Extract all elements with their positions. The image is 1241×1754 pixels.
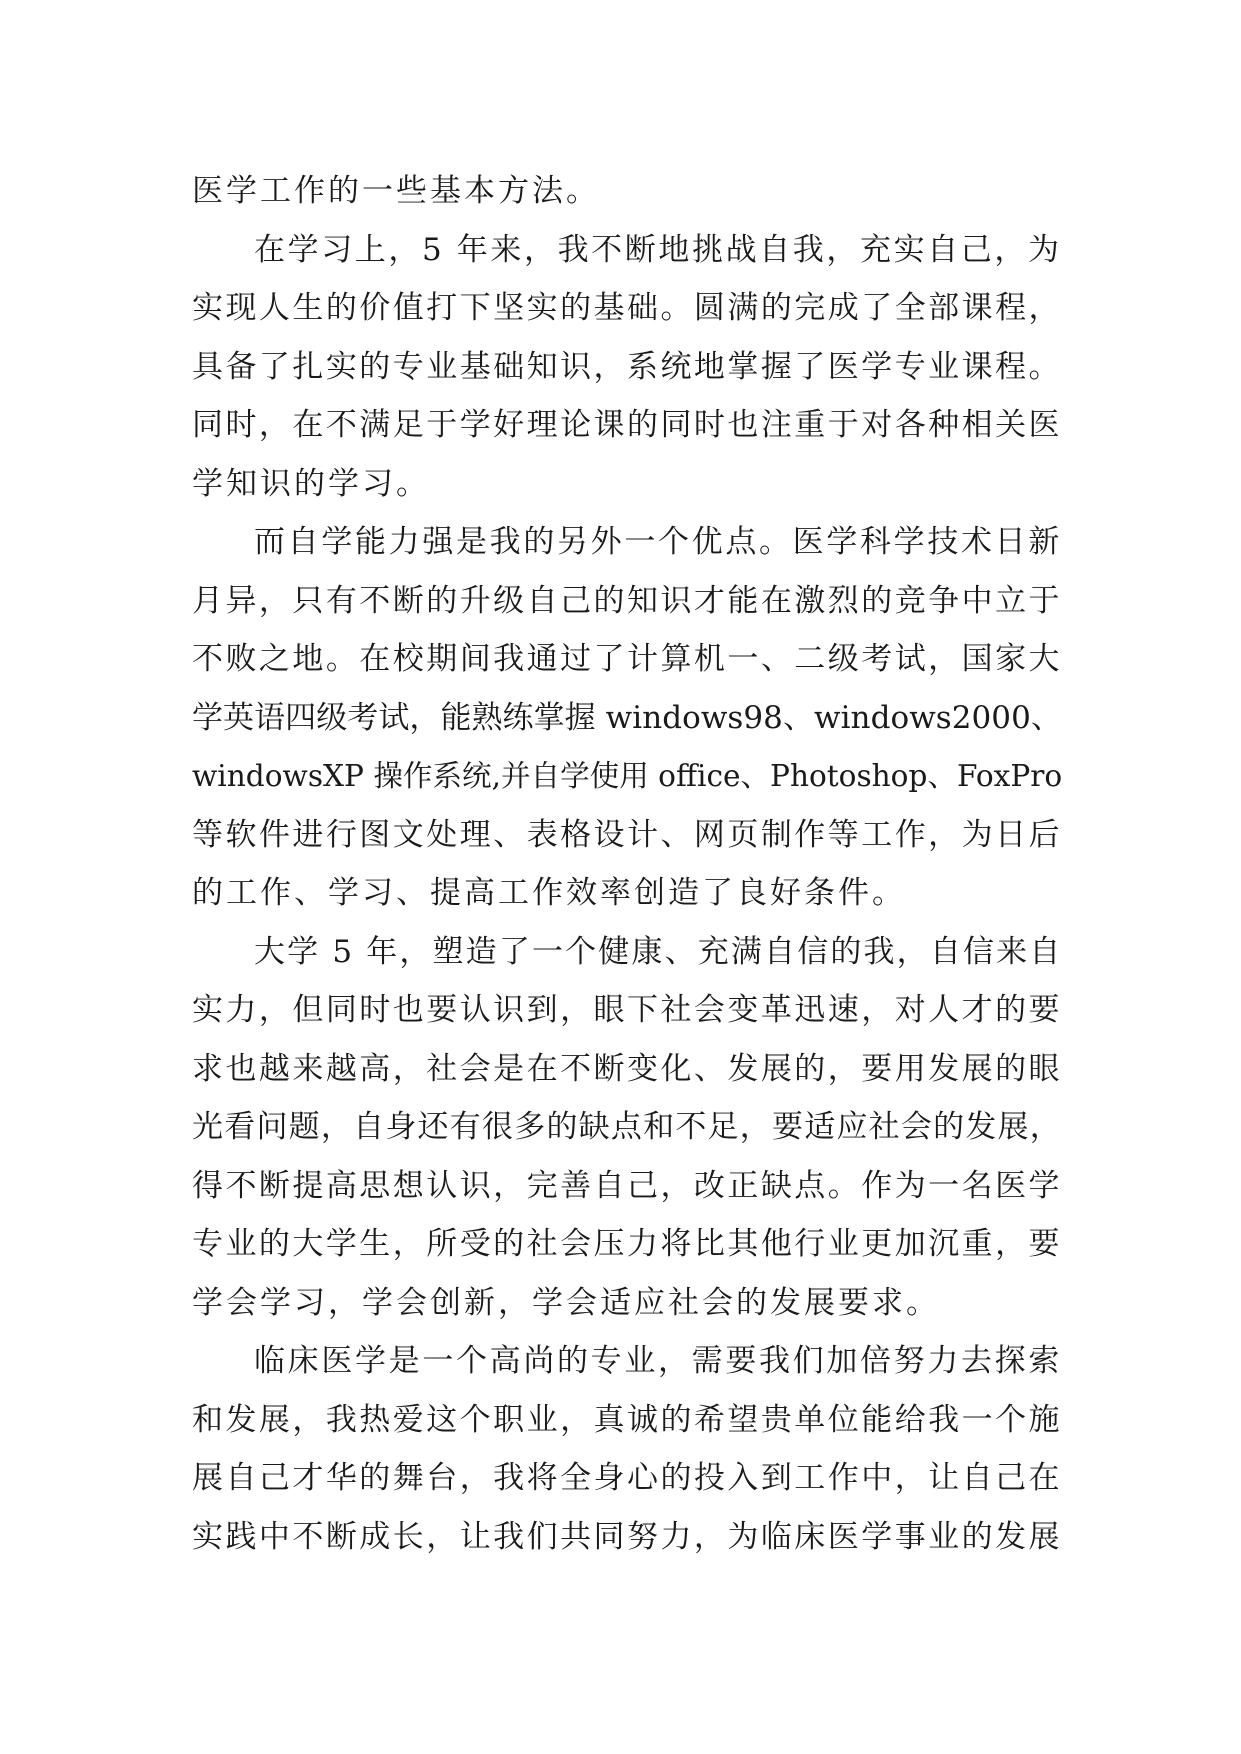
text-line: 临床医学是一个高尚的专业，需要我们加倍努力去探索: [254, 1343, 1062, 1379]
text-line: 大学 5 年，塑造了一个健康、充满自信的我，自信来自: [254, 933, 1063, 970]
text-line: 展自己才华的舞台，我将全身心的投入到工作中，让自己在: [192, 1460, 1062, 1496]
text-line: 医学工作的一些基本方法。: [192, 173, 600, 209]
text-line: 月异，只有不断的升级自己的知识才能在激烈的竞争中立于: [192, 582, 1062, 619]
text-line: 不败之地。在校期间我通过了计算机一、二级考试，国家大: [192, 641, 1062, 677]
text-line: 等软件进行图文处理、表格设计、网页制作等工作，为日后: [192, 816, 1062, 853]
text-line: 和发展，我热爱这个职业，真诚的希望贵单位能给我一个施: [192, 1401, 1062, 1438]
text-line: 学英语四级考试，能熟练掌握 windows98、windows2000、: [192, 699, 1062, 736]
text-line: 得不断提高思想认识，完善自己，改正缺点。作为一名医学: [192, 1167, 1062, 1204]
text-line: 实践中不断成长，让我们共同努力，为临床医学事业的发展: [192, 1518, 1062, 1555]
text-line: 同时，在不满足于学好理论课的同时也注重于对各种相关医: [192, 407, 1062, 443]
text-line: 实现人生的价值打下坚实的基础。圆满的完成了全部课程，: [192, 290, 1062, 326]
text-line: 在学习上，5 年来，我不断地挑战自我，充实自己，为: [254, 231, 1062, 268]
text-line: windowsXP 操作系统,并自学使用 office、Photoshop、FoxPro: [192, 759, 1063, 793]
text-line: 的工作、学习、提高工作效率创造了良好条件。: [192, 875, 906, 911]
text-line: 而自学能力强是我的另外一个优点。医学科学技术日新: [254, 524, 1062, 560]
text-line: 光看问题，自身还有很多的缺点和不足，要适应社会的发展，: [192, 1109, 1062, 1145]
text-line: 专业的大学生，所受的社会压力将比其他行业更加沉重，要: [192, 1226, 1062, 1262]
document-body: [192, 162, 1062, 1566]
text-line: 学会学习，学会创新，学会适应社会的发展要求。: [192, 1284, 940, 1321]
text-line: 学知识的学习。: [192, 465, 430, 502]
text-line: 求也越来越高，社会是在不断变化、发展的，要用发展的眼: [192, 1050, 1062, 1087]
text-line: 具备了扎实的专业基础知识，系统地掌握了医学专业课程。: [192, 348, 1062, 385]
text-line: 实力，但同时也要认识到，眼下社会变革迅速，对人才的要: [192, 992, 1062, 1028]
